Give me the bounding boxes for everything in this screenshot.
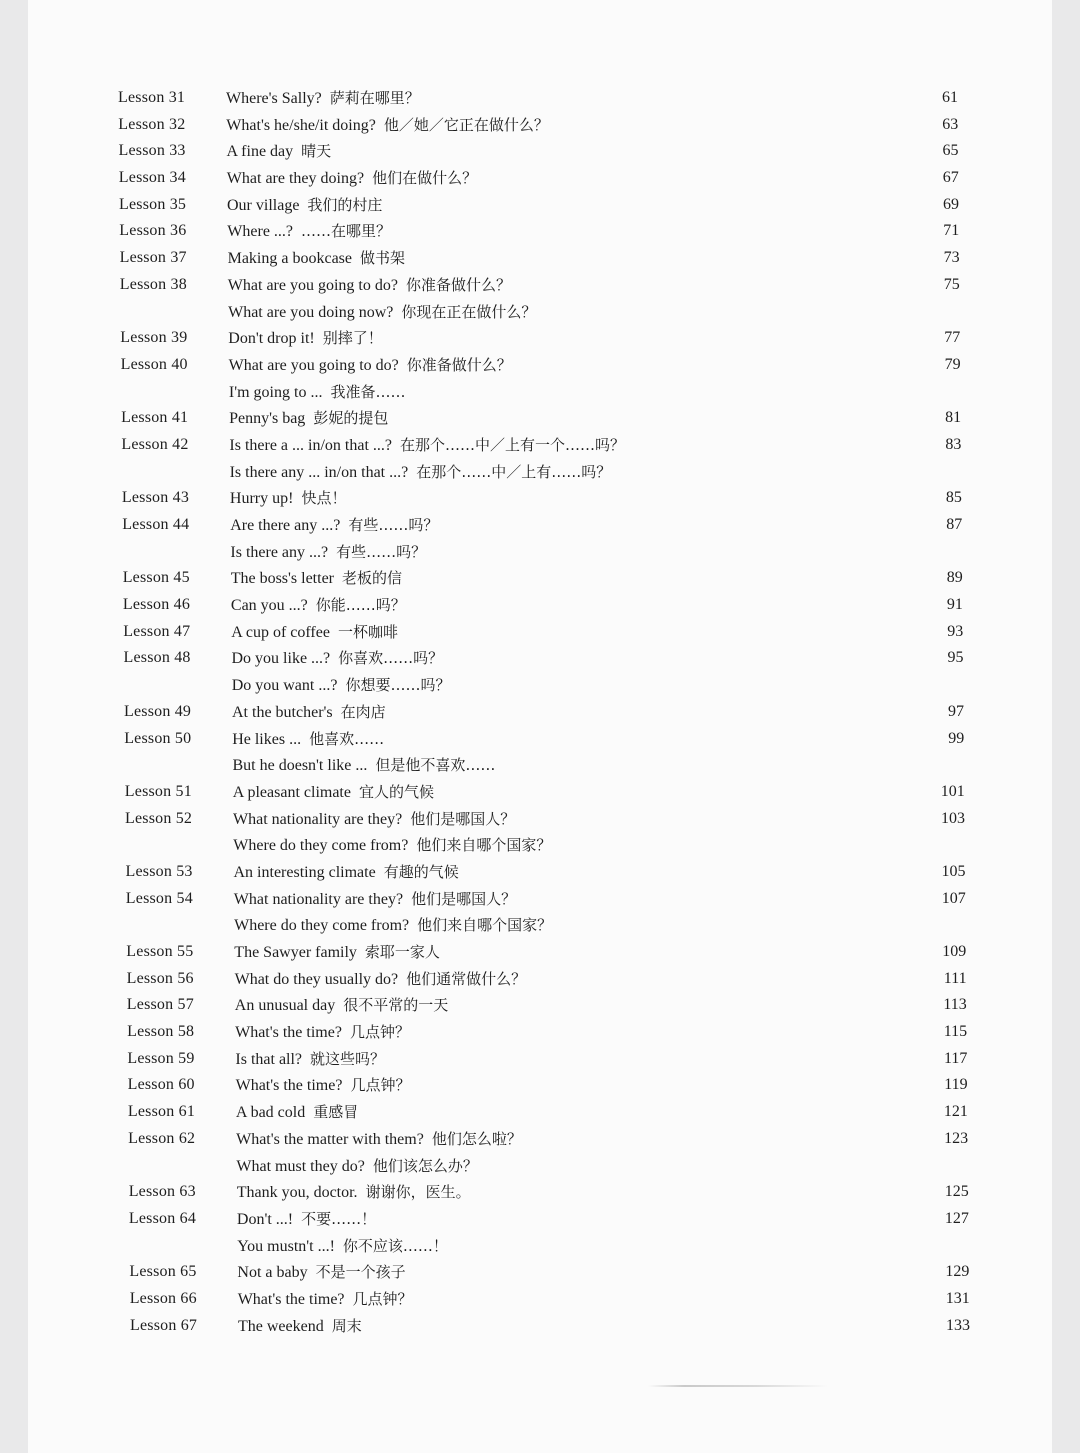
lesson-number: Lesson 46	[122, 596, 191, 614]
lesson-title-chinese: 在那个……中／上有……吗？	[416, 462, 612, 481]
lesson-number: Lesson 56	[126, 969, 194, 987]
page-number: 95	[947, 649, 964, 667]
page-number: 103	[941, 809, 965, 827]
toc-row	[28, 85, 1052, 112]
toc-row	[35, 779, 1052, 806]
lesson-title-chinese: 他们是哪国人？	[410, 809, 516, 828]
lesson-number: Lesson 42	[121, 435, 189, 453]
lesson-number: Lesson 38	[119, 275, 187, 293]
page-number: 105	[941, 862, 966, 880]
page-number: 85	[945, 489, 962, 507]
lesson-title-chinese: 你准备做什么？	[406, 355, 512, 374]
lesson-title	[234, 939, 440, 967]
page-number: 99	[948, 729, 965, 747]
lesson-title-english: Don't ...!	[236, 1210, 294, 1228]
lesson-number: Lesson 31	[118, 89, 186, 106]
lesson-title-english: What are you going to do?	[228, 356, 399, 374]
lesson-number: Lesson 41	[121, 409, 189, 427]
lesson-title	[227, 165, 477, 193]
lesson-title-chinese: 但是他不喜欢……	[375, 756, 496, 775]
lesson-title-english: A bad cold	[235, 1104, 306, 1122]
lesson-title-chinese: 他们该怎么办？	[372, 1156, 478, 1175]
lesson-title	[227, 218, 391, 246]
lesson-title	[229, 379, 406, 407]
lesson-title	[232, 645, 444, 673]
lesson-title	[234, 859, 459, 887]
lesson-title	[237, 1233, 448, 1261]
lesson-title	[231, 592, 406, 620]
toc-row	[36, 912, 1052, 939]
toc-row	[32, 539, 1052, 566]
page-number: 129	[945, 1263, 970, 1281]
lesson-title-chinese: 彭妮的提包	[313, 409, 389, 428]
lesson-title	[232, 672, 451, 700]
toc-row	[30, 245, 1052, 272]
page-number: 87	[946, 516, 963, 533]
toc-row	[35, 806, 1052, 833]
lesson-title-chinese: 别摔了！	[322, 329, 383, 348]
toc-row	[39, 1179, 1052, 1206]
lesson-title	[233, 779, 434, 807]
lesson-title-english: What are you doing now?	[228, 303, 394, 321]
lesson-title	[238, 1313, 362, 1341]
lesson-number: Lesson 32	[118, 115, 186, 133]
toc-row	[40, 1286, 1052, 1313]
lesson-title-chinese: 晴天	[301, 142, 332, 161]
lesson-number: Lesson 57	[126, 996, 194, 1014]
lesson-title	[228, 299, 536, 327]
lesson-title	[227, 138, 332, 166]
lesson-title	[236, 1099, 358, 1127]
toc-row	[37, 1019, 1052, 1046]
toc-row	[38, 1126, 1052, 1153]
lesson-number: Lesson 37	[119, 249, 187, 267]
lesson-title-english: You mustn't ...!	[237, 1237, 335, 1255]
lesson-title-english: What nationality are they?	[233, 890, 404, 908]
lesson-number: Lesson 58	[127, 1023, 195, 1041]
lesson-number: Lesson 50	[124, 729, 192, 747]
lesson-number: Lesson 51	[124, 782, 192, 800]
lesson-title-chinese: 他喜欢……	[309, 729, 385, 748]
lesson-title-english: Is there any ...?	[230, 543, 329, 561]
toc-row	[35, 832, 1052, 859]
lesson-title-english: He likes ...	[232, 730, 302, 748]
lesson-title-chinese: 宜人的气候	[358, 782, 434, 801]
lesson-number: Lesson 48	[123, 649, 191, 667]
page-number: 65	[942, 142, 959, 160]
toc-row	[38, 1072, 1052, 1099]
lesson-title-english: Penny's bag	[229, 410, 306, 428]
page-number: 115	[943, 1023, 968, 1041]
lesson-title	[226, 112, 549, 140]
lesson-title	[235, 966, 527, 994]
lesson-title	[235, 1019, 410, 1047]
lesson-title-chinese: 他们在做什么？	[372, 169, 478, 188]
lesson-number: Lesson 55	[126, 943, 194, 960]
lesson-title-chinese: 一杯咖啡	[337, 622, 398, 641]
toc-row	[36, 939, 1052, 966]
lesson-title	[227, 192, 382, 220]
lesson-title-english: Making a bookcase	[227, 250, 352, 268]
lesson-title	[237, 1206, 376, 1234]
lesson-title-chinese: 他们来自哪个国家？	[417, 916, 553, 935]
toc-row	[35, 752, 1053, 779]
lesson-title	[237, 1179, 471, 1207]
lesson-title-english: Can you ...?	[230, 597, 308, 615]
page-number: 73	[943, 249, 960, 267]
toc-row	[33, 592, 1052, 619]
toc-row	[37, 1046, 1052, 1073]
lesson-title-english: Not a baby	[237, 1264, 308, 1282]
lesson-title-chinese: 你能……吗？	[315, 596, 406, 615]
lesson-number: Lesson 66	[129, 1289, 197, 1307]
page-number: 117	[943, 1049, 968, 1067]
page-number: 123	[944, 1129, 969, 1147]
toc-row	[34, 726, 1052, 753]
lesson-number: Lesson 47	[123, 622, 191, 640]
toc-row	[29, 218, 1052, 245]
page-number: 67	[942, 169, 959, 187]
toc-row	[37, 966, 1052, 993]
toc-row	[32, 459, 1052, 486]
page-number: 97	[948, 702, 964, 720]
page-number: 107	[941, 889, 966, 907]
lesson-title	[232, 726, 384, 754]
lesson-title-chinese: 索耶一家人	[364, 943, 440, 961]
page-number: 125	[944, 1183, 969, 1201]
lesson-number: Lesson 45	[122, 569, 190, 587]
lesson-title	[234, 912, 552, 940]
toc-row	[38, 1153, 1052, 1180]
lesson-title-chinese: 快点！	[301, 489, 347, 508]
lesson-title	[238, 1286, 413, 1314]
lesson-title-chinese: ……在哪里？	[301, 222, 392, 241]
page-number: 113	[943, 996, 967, 1014]
lesson-title-chinese: 他们来自哪个国家？	[416, 836, 552, 855]
lesson-title-english: Don't drop it!	[228, 330, 315, 348]
lesson-title-english: An interesting climate	[233, 863, 376, 881]
lesson-title	[233, 752, 496, 780]
lesson-title-chinese: 老板的信	[342, 569, 403, 588]
toc-row	[29, 165, 1052, 192]
toc-row	[31, 432, 1052, 459]
lesson-title-english: What are they doing?	[226, 170, 365, 188]
lesson-title-chinese: 在肉店	[340, 702, 386, 721]
page-number: 127	[944, 1209, 969, 1227]
lesson-title	[230, 459, 612, 487]
lesson-title	[228, 325, 382, 353]
lesson-number: Lesson 35	[119, 195, 187, 213]
lesson-number: Lesson 43	[121, 489, 190, 507]
toc-row	[29, 192, 1052, 219]
toc-row	[34, 699, 1052, 726]
lesson-title-chinese: 有趣的气候	[383, 862, 459, 881]
lesson-title-chinese: 就这些吗？	[310, 1049, 386, 1068]
lesson-title	[234, 886, 516, 914]
lesson-title-chinese: 他们是哪国人？	[411, 889, 517, 908]
lesson-title-english: Thank you, doctor.	[236, 1184, 358, 1202]
page-number: 83	[945, 435, 962, 453]
toc-row	[36, 859, 1053, 886]
lesson-title-english: The boss's letter	[230, 570, 334, 588]
table-of-contents	[28, 85, 1052, 1339]
page-number: 131	[945, 1289, 970, 1307]
lesson-title-english: A fine day	[226, 143, 294, 161]
lesson-title-english: Where do they come from?	[234, 917, 410, 935]
scan-artifact	[648, 1385, 828, 1387]
lesson-title-chinese: 你想要……吗？	[345, 676, 451, 695]
lesson-title-english: The weekend	[238, 1317, 324, 1335]
toc-row	[34, 672, 1052, 699]
lesson-title	[231, 619, 398, 647]
lesson-title-chinese: 不是一个孩子	[315, 1263, 406, 1282]
toc-row	[30, 299, 1052, 326]
lesson-number: Lesson 53	[125, 862, 193, 880]
lesson-title-english: Is there any ... in/on that ...?	[229, 463, 409, 481]
lesson-title-chinese: 几点钟？	[350, 1076, 411, 1095]
toc-row	[37, 992, 1052, 1019]
lesson-title-english: Where ...?	[227, 223, 294, 241]
page-number: 119	[944, 1076, 968, 1094]
lesson-title-chinese: 谢谢你，医生。	[365, 1183, 471, 1202]
page-number: 101	[940, 782, 965, 800]
lesson-title	[231, 565, 402, 593]
page-number: 111	[943, 969, 967, 987]
toc-row	[33, 565, 1052, 592]
page-number: 63	[942, 115, 959, 133]
lesson-number: Lesson 52	[125, 809, 193, 827]
lesson-title	[235, 1046, 385, 1074]
toc-row	[39, 1259, 1052, 1286]
page-number: 91	[946, 596, 963, 614]
lesson-number: Lesson 60	[127, 1076, 195, 1094]
lesson-number: Lesson 36	[119, 222, 187, 240]
lesson-number: Lesson 33	[118, 142, 186, 160]
page-number: 121	[943, 1103, 968, 1121]
lesson-title-chinese: 周末	[331, 1316, 362, 1335]
lesson-title	[236, 1153, 477, 1181]
toc-row	[34, 645, 1053, 672]
lesson-title	[226, 85, 420, 113]
lesson-title-english: An unusual day	[234, 997, 336, 1015]
page-number: 71	[943, 222, 960, 240]
lesson-title-chinese: 重感冒	[313, 1103, 359, 1122]
lesson-title-english: What must they do?	[236, 1157, 365, 1175]
lesson-title	[233, 832, 551, 860]
page-number: 75	[943, 275, 960, 293]
lesson-number: Lesson 34	[118, 169, 186, 187]
lesson-title-chinese: 萨莉在哪里？	[329, 89, 420, 107]
toc-row	[39, 1206, 1052, 1233]
lesson-title-chinese: 你现在正在做什么？	[401, 302, 537, 321]
lesson-title	[230, 512, 438, 540]
lesson-title-english: Are there any ...?	[230, 517, 341, 534]
lesson-title-chinese: 他们通常做什么？	[406, 969, 527, 988]
page-number: 61	[942, 89, 958, 106]
lesson-title-chinese: 我们的村庄	[307, 195, 383, 214]
toc-row	[38, 1099, 1052, 1126]
lesson-title-english: Do you want ...?	[231, 677, 338, 695]
lesson-title-english: What's the time?	[235, 1077, 343, 1095]
lesson-number: Lesson 49	[124, 702, 192, 720]
lesson-title-english: What's the time?	[235, 1024, 342, 1042]
lesson-title-chinese: 有些……吗？	[336, 542, 427, 561]
lesson-title-english: The Sawyer family	[234, 944, 357, 961]
toc-row	[32, 485, 1052, 512]
page-number: 69	[943, 195, 959, 213]
lesson-title	[228, 245, 405, 273]
lesson-number: Lesson 59	[127, 1049, 195, 1067]
lesson-title-chinese: 我准备……	[330, 382, 406, 401]
lesson-title-english: What's the time?	[237, 1290, 345, 1308]
lesson-title-english: A cup of coffee	[231, 623, 330, 641]
toc-row	[36, 886, 1052, 913]
toc-row	[31, 352, 1052, 379]
lesson-number: Lesson 39	[120, 329, 188, 347]
lesson-number: Lesson 54	[125, 889, 193, 907]
lesson-title	[236, 1126, 522, 1154]
lesson-number: Lesson 40	[120, 355, 188, 373]
page-number: 81	[945, 409, 962, 427]
toc-row	[30, 325, 1052, 352]
lesson-title-chinese: 他／她／它正在做什么？	[383, 115, 549, 134]
lesson-number: Lesson 63	[128, 1183, 196, 1201]
lesson-title-english: Is there a ... in/on that ...?	[229, 436, 393, 454]
lesson-title-english: What nationality are they?	[233, 810, 403, 828]
toc-row	[31, 405, 1052, 432]
page-number: 93	[947, 622, 964, 640]
page-number: 89	[946, 569, 963, 587]
lesson-title	[228, 272, 511, 300]
toc-row	[39, 1233, 1052, 1260]
lesson-title	[237, 1259, 405, 1287]
lesson-title-chinese: 你准备做什么？	[405, 275, 511, 294]
lesson-title-chinese: 有些……吗？	[348, 516, 439, 534]
lesson-title-english: What are you going to do?	[227, 276, 398, 294]
lesson-title	[230, 539, 426, 567]
lesson-title-english: What's he/she/it doing?	[226, 116, 376, 134]
lesson-title-english: Do you like ...?	[231, 650, 331, 668]
lesson-title-english: Is that all?	[235, 1050, 303, 1068]
lesson-title-chinese: 很不平常的一天	[343, 996, 449, 1015]
lesson-title-chinese: 在那个……中／上有一个……吗？	[400, 435, 626, 454]
page-number: 109	[942, 943, 967, 960]
lesson-title-english: A pleasant climate	[232, 783, 351, 801]
lesson-title-chinese: 他们怎么啦？	[431, 1129, 522, 1148]
lesson-number: Lesson 44	[122, 516, 190, 533]
lesson-number: Lesson 65	[129, 1263, 197, 1281]
lesson-title-english: But he doesn't like ...	[232, 757, 368, 775]
lesson-title-chinese: 几点钟？	[349, 1023, 410, 1042]
lesson-number: Lesson 61	[127, 1103, 196, 1121]
toc-row	[32, 512, 1052, 539]
lesson-number: Lesson 64	[128, 1209, 197, 1227]
lesson-title	[235, 992, 448, 1020]
lesson-title-english: Our village	[227, 196, 300, 214]
lesson-title-english: Where do they come from?	[233, 837, 409, 855]
toc-row	[29, 138, 1053, 165]
lesson-title-chinese: 你喜欢……吗？	[338, 649, 444, 668]
toc-row	[30, 272, 1052, 299]
lesson-number: Lesson 67	[130, 1316, 198, 1334]
lesson-title-chinese: 做书架	[360, 249, 406, 268]
lesson-title	[229, 352, 512, 380]
lesson-title-english: At the butcher's	[232, 703, 333, 721]
lesson-number: Lesson 62	[128, 1129, 196, 1147]
toc-row	[33, 619, 1052, 646]
page-number: 79	[944, 355, 961, 373]
lesson-title	[229, 432, 625, 460]
lesson-title	[233, 806, 515, 834]
lesson-title	[230, 485, 347, 513]
lesson-title	[236, 1072, 411, 1100]
lesson-title-english: Where's Sally?	[226, 90, 322, 107]
toc-row	[40, 1313, 1052, 1340]
lesson-title	[229, 405, 388, 433]
lesson-title-chinese: 你不应该……！	[342, 1236, 448, 1255]
lesson-title-chinese: 不要……！	[301, 1209, 377, 1228]
toc-row	[28, 112, 1052, 139]
lesson-title-english: Hurry up!	[229, 490, 294, 508]
lesson-title-english: What's the matter with them?	[236, 1130, 424, 1148]
page-number: 133	[946, 1316, 970, 1334]
lesson-title-english: What do they usually do?	[234, 970, 399, 988]
page-number: 77	[944, 329, 961, 347]
scanned-page	[28, 0, 1052, 1453]
lesson-title-chinese: 几点钟？	[352, 1289, 413, 1308]
toc-row	[31, 379, 1052, 406]
lesson-title	[232, 699, 386, 727]
lesson-title-english: I'm going to ...	[228, 383, 323, 401]
